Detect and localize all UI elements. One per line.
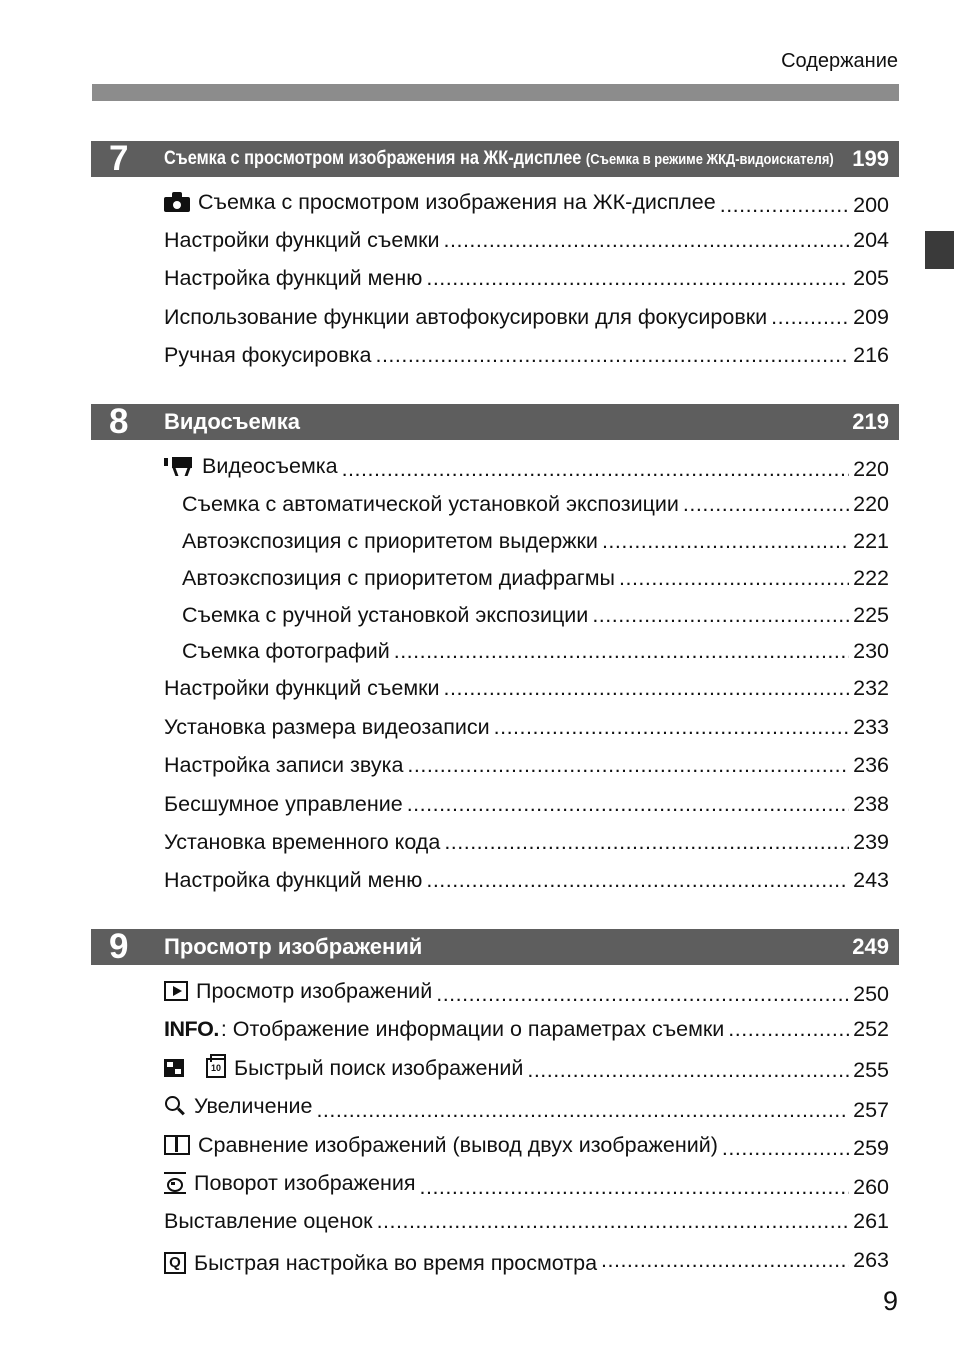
index-grid-icon [164,1059,184,1077]
entry-page: 209 [853,305,889,329]
entry-page: 216 [853,343,889,367]
entry-text: Съемка с автоматической установкой экспозиции [182,492,679,516]
toc-entry[interactable] [164,827,889,857]
toc-entry[interactable] [164,263,889,293]
toc-subentry[interactable] [182,489,889,519]
entry-page: 220 [853,457,889,481]
entry-text: Поворот изображения [194,1171,416,1195]
rotate-icon [164,1172,186,1194]
entry-page: 200 [853,193,889,217]
running-head: Содержание [781,50,898,72]
top-rule [92,84,899,101]
chapter-title: Съемка с просмотром изображения на ЖК-дисплее (Съемка в режиме ЖКД-видоискателя) [164,148,834,169]
toc-entry[interactable] [164,1206,889,1236]
leader-dots [426,263,849,293]
leader-dots [375,340,849,370]
entry-page: 233 [853,715,889,739]
entry-text: Автоэкспозиция с приоритетом выдержки [182,529,598,553]
toc-entry[interactable] [164,750,889,780]
entry-page: 255 [853,1058,889,1082]
entry-text: Использование функции автофокусировки для фокусировки [164,305,768,329]
entry-text: Съемка с ручной установкой экспозиции [182,603,589,627]
entry-text: Быстрая настройка во время просмотра [194,1251,598,1275]
entry-text: : Отображение информации о параметрах съемки [220,1017,725,1041]
entry-text: Съемка фотографий [182,639,390,663]
entry-text: Установка размера видеозаписи [164,715,490,739]
leader-dots [316,1095,849,1125]
leader-dots [683,489,849,519]
entry-page: 243 [853,868,889,892]
toc-subentry[interactable] [182,563,889,593]
leader-dots [436,979,849,1009]
entry-text: Настройка функций меню [164,266,423,290]
leader-dots [527,1055,849,1085]
toc-entry[interactable] [164,451,889,481]
toc-entry[interactable] [164,865,889,895]
entry-page: 205 [853,266,889,290]
entry-page: 261 [853,1209,889,1233]
leader-dots [722,1133,849,1163]
camera-icon [164,192,190,212]
chapter-title: Просмотр изображений [164,934,423,959]
entry-page: 239 [853,830,889,854]
entry-text: Просмотр изображений [196,979,433,1003]
toc-entry[interactable] [164,1245,889,1275]
toc-entry[interactable] [164,976,889,1006]
toc-entry[interactable] [164,1168,889,1198]
entry-page: 259 [853,1136,889,1160]
toc-entry[interactable] [164,225,889,255]
playback-icon [164,981,188,1001]
entry-page: 204 [853,228,889,252]
entry-page: 257 [853,1098,889,1122]
toc-entry[interactable] [164,789,889,819]
entry-page: 252 [853,1017,889,1041]
leader-dots [420,1172,850,1202]
entry-page: 263 [853,1248,889,1272]
chapter-number: 9 [109,927,129,966]
toc-entry[interactable] [164,340,889,370]
chapter-page: 199 [852,146,889,171]
leader-dots [342,454,850,484]
toc-subentry[interactable] [182,600,889,630]
entry-text: Выставление оценок [164,1209,373,1233]
toc-subentry[interactable] [182,526,889,556]
entry-text: Видеосъемка [202,454,338,478]
entry-text: Ручная фокусировка [164,343,372,367]
entry-page: 220 [853,492,889,516]
entry-page: 230 [853,639,889,663]
leader-dots [771,302,849,332]
leader-dots [494,712,849,742]
entry-page: 260 [853,1175,889,1199]
movie-icon [164,456,194,476]
toc-subentry[interactable] [182,636,889,666]
entry-text: Бесшумное управление [164,792,403,816]
toc-entry[interactable] [164,1053,889,1083]
entry-page: 225 [853,603,889,627]
chapter-number: 8 [109,402,129,441]
entry-page: 250 [853,982,889,1006]
entry-page: 236 [853,753,889,777]
leader-dots [601,1245,849,1275]
entry-page: 238 [853,792,889,816]
entry-text: Съемка с просмотром изображения на ЖК-дисплее [198,190,716,214]
entry-page: 222 [853,566,889,590]
leader-dots [444,673,850,703]
toc-entry[interactable] [164,1091,889,1121]
leader-dots [728,1014,849,1044]
leader-dots [444,827,849,857]
chapter-8-header[interactable] [91,404,899,440]
chapter-9-header[interactable] [91,929,899,965]
jump-icon: 10 [206,1058,226,1078]
leader-dots [377,1206,850,1236]
leader-dots [407,789,849,819]
toc-entry[interactable] [164,712,889,742]
leader-dots [720,190,849,220]
chapter-number: 7 [109,139,129,178]
leader-dots [592,600,849,630]
toc-entry[interactable] [164,187,889,217]
entry-text: Быстрый поиск изображений [234,1056,524,1080]
leader-dots [426,865,849,895]
toc-entry[interactable] [164,1014,889,1044]
entry-text: Настройки функций съемки [164,676,440,700]
toc-entry[interactable] [164,302,889,332]
toc-entry[interactable] [164,1130,889,1160]
entry-text: Настройка записи звука [164,753,404,777]
entry-text: Автоэкспозиция с приоритетом диафрагмы [182,566,616,590]
leader-dots [394,636,849,666]
entry-page: 221 [853,529,889,553]
quick-control-icon: Q [164,1252,186,1274]
leader-dots [619,563,849,593]
compare-icon [164,1135,190,1155]
magnify-icon [164,1095,186,1117]
page-number: 9 [882,1286,898,1316]
toc-entry[interactable] [164,673,889,703]
entry-text: Настройки функций съемки [164,228,440,252]
entry-text: Настройка функций меню [164,868,423,892]
chapter-7-header[interactable] [91,141,899,177]
entry-text: Установка временного кода [164,830,441,854]
chapter-title: Видосъемка [164,409,300,434]
leader-dots [407,750,849,780]
entry-text: Увеличение [194,1094,313,1118]
entry-page: 232 [853,676,889,700]
info-button-icon: INFO. [164,1017,219,1041]
chapter-page: 249 [852,934,889,959]
entry-text: Сравнение изображений (вывод двух изображений) [198,1133,718,1157]
chapter-page: 219 [852,409,889,434]
chapter-edge-tab [925,231,954,269]
leader-dots [444,225,850,255]
leader-dots [602,526,849,556]
